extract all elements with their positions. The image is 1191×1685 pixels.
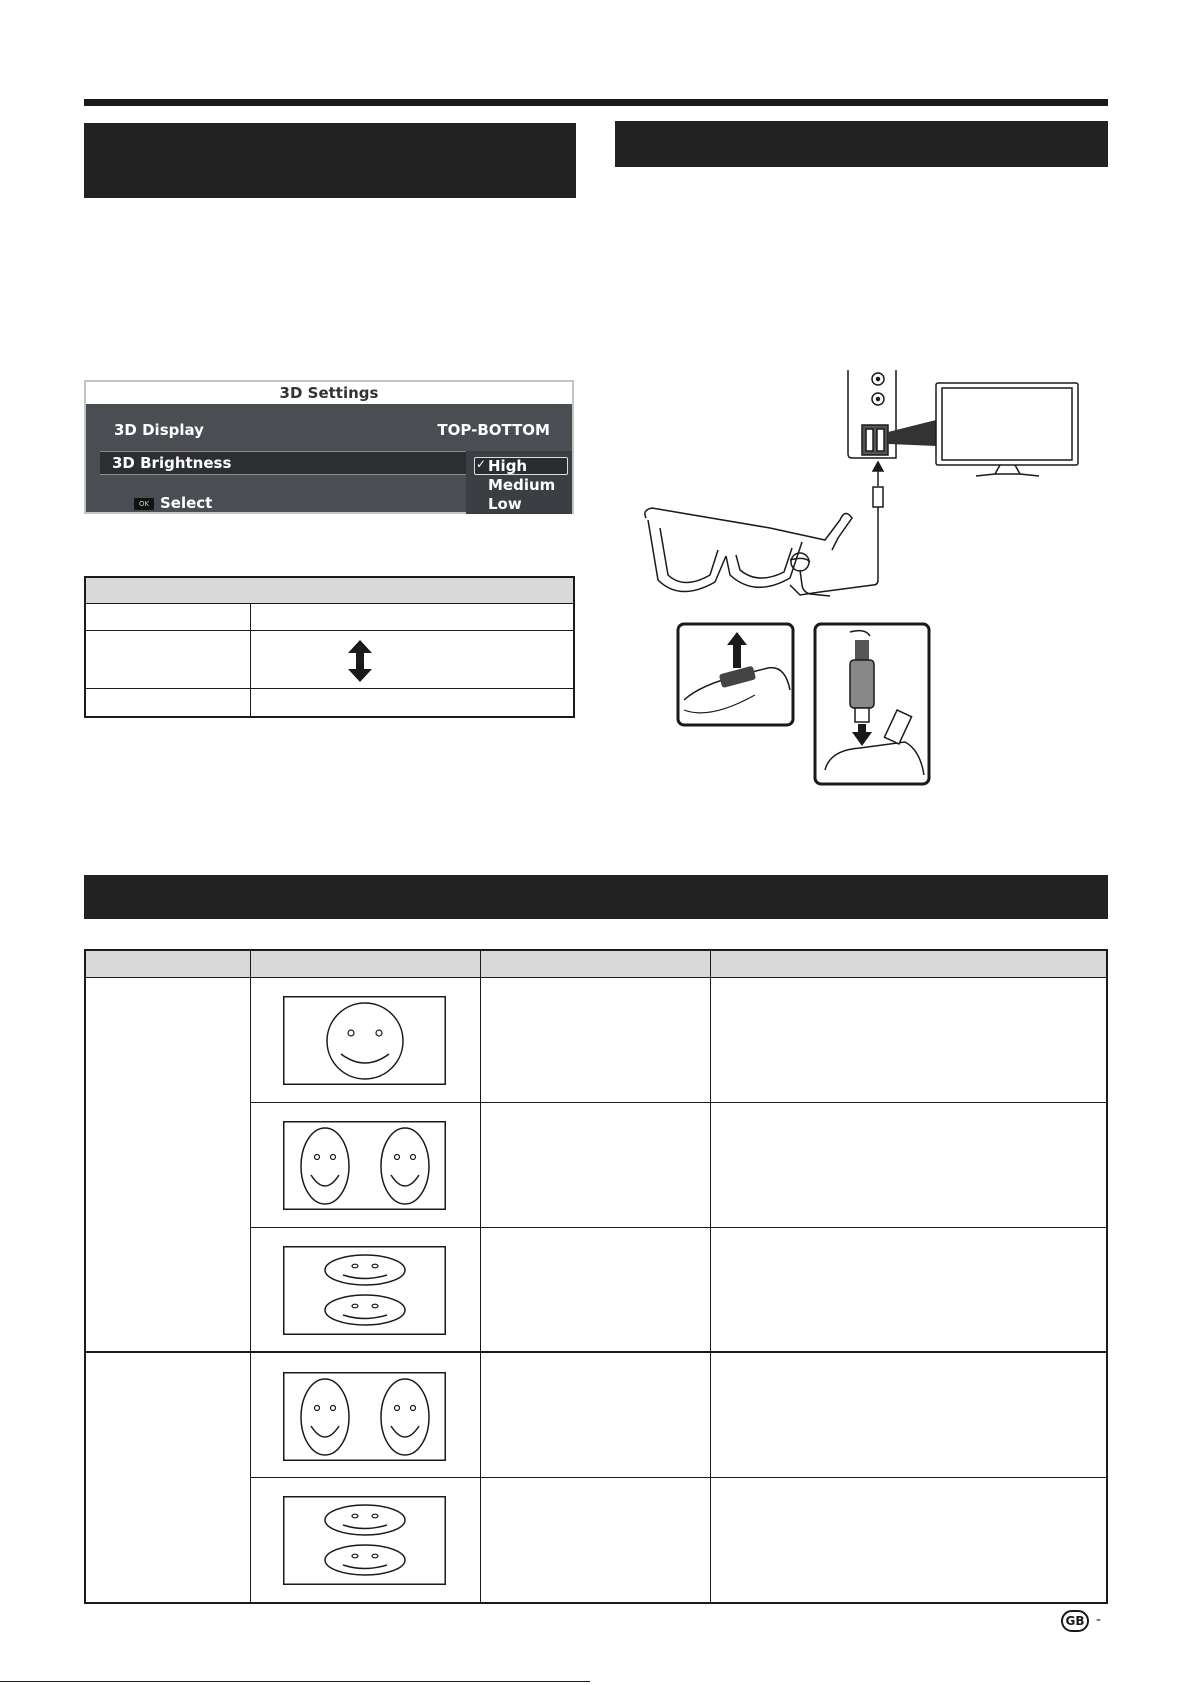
osd-3d-display-value[interactable]: TOP-BOTTOM <box>437 421 550 439</box>
double-arrow-icon <box>348 640 372 682</box>
section-header-left <box>84 123 576 198</box>
ok-key-icon: OK <box>134 498 154 510</box>
region-badge: GB <box>1061 1610 1089 1632</box>
osd-brightness-dropdown[interactable] <box>466 451 572 514</box>
top-bottom-faces-icon <box>283 1496 446 1585</box>
brightness-table-header <box>86 578 573 603</box>
osd-title: 3D Settings <box>86 382 572 404</box>
page-number-dash: - <box>1096 1612 1102 1628</box>
brightness-table <box>84 576 575 718</box>
osd-3d-settings <box>84 380 574 514</box>
osd-option-medium[interactable]: Medium <box>488 476 556 494</box>
usb-cable <box>790 462 883 595</box>
check-icon: ✓ <box>476 457 487 471</box>
tv-side-panel <box>848 370 896 458</box>
inset-plug-in <box>815 624 929 784</box>
osd-3d-display-label: 3D Display <box>114 421 204 439</box>
top-rule <box>84 99 1108 106</box>
osd-option-low[interactable]: Low <box>488 495 522 513</box>
tv-icon <box>936 383 1078 476</box>
3d-format-table <box>84 949 1108 1604</box>
3d-glasses-icon <box>645 508 852 592</box>
smiley-face-icon <box>283 996 446 1085</box>
osd-option-high[interactable]: High <box>488 457 528 475</box>
side-by-side-faces-icon <box>283 1121 446 1210</box>
inset-open-cover <box>678 624 793 725</box>
side-by-side-faces-icon <box>283 1372 446 1461</box>
format-table-header <box>86 951 1106 977</box>
top-bottom-faces-icon <box>283 1246 446 1335</box>
bottom-rule <box>0 1681 590 1682</box>
section-header-bottom <box>84 875 1108 919</box>
osd-select-hint: Select <box>160 494 213 512</box>
section-header-right <box>615 121 1108 167</box>
glasses-charging-illustration <box>640 370 1100 790</box>
osd-3d-brightness-label: 3D Brightness <box>112 454 232 472</box>
osd-3d-brightness-row[interactable] <box>100 451 466 475</box>
callout-pointer <box>888 420 936 446</box>
